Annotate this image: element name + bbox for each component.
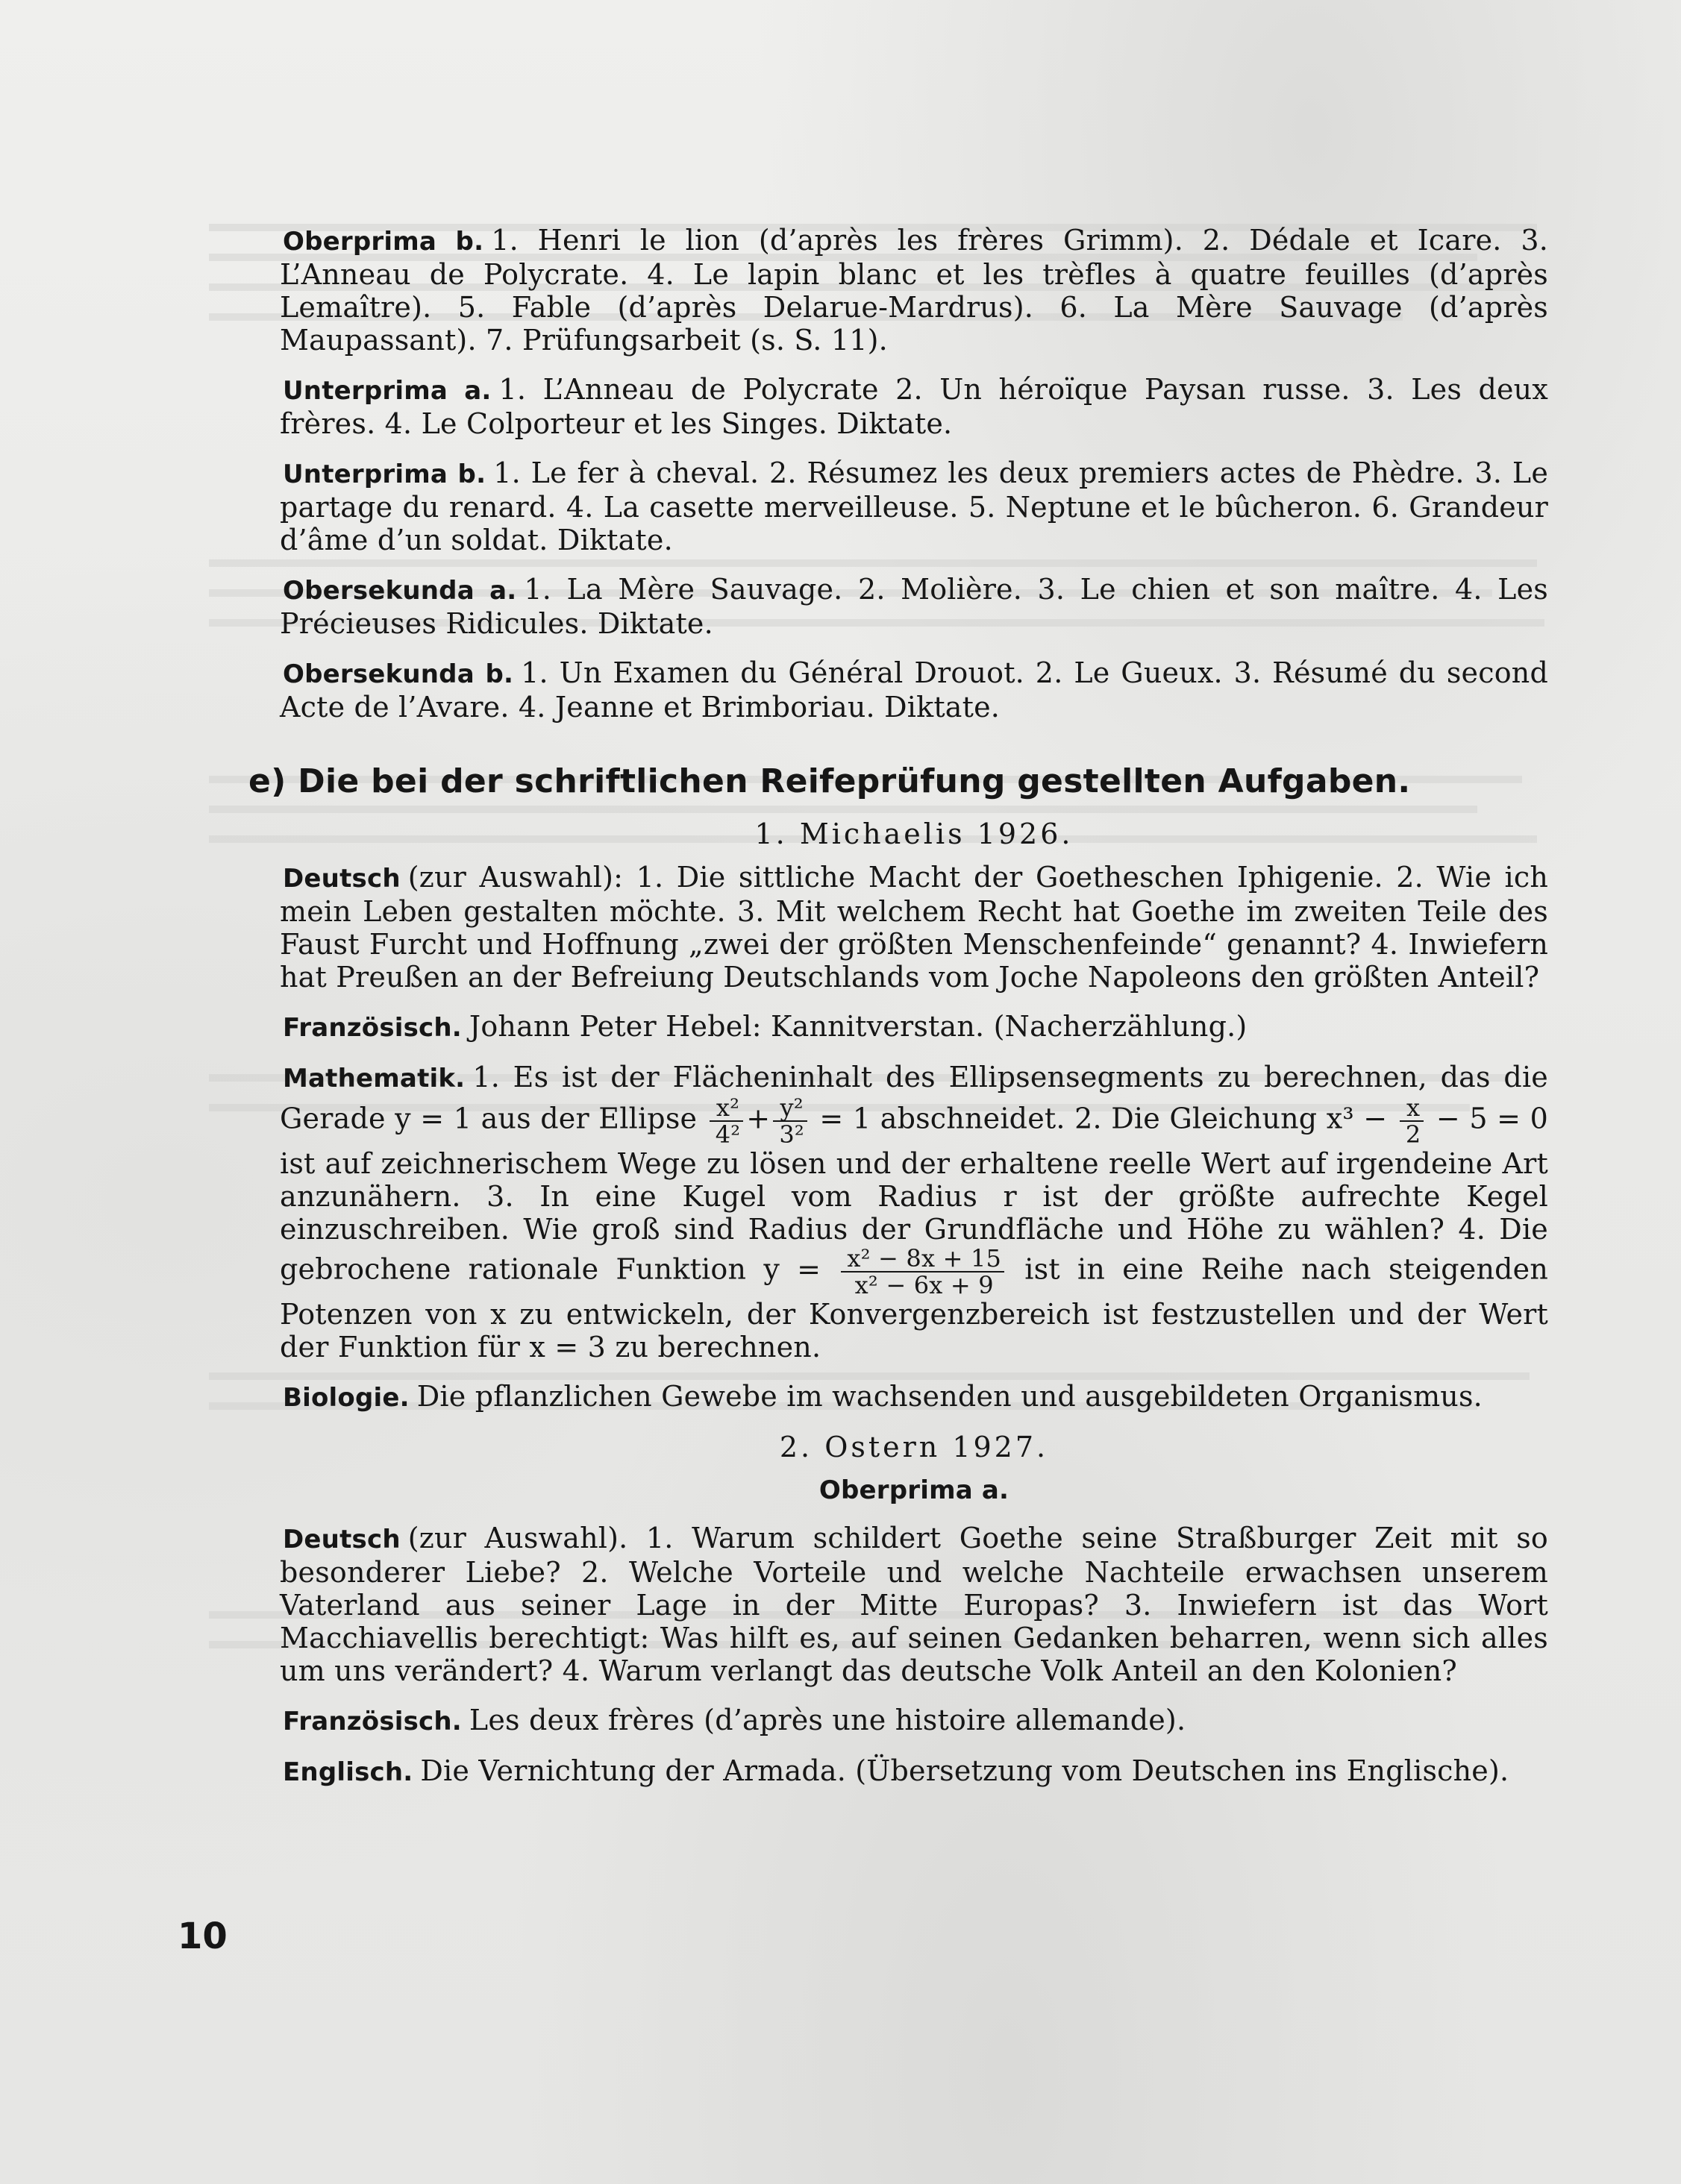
math-text-part1: 1. Es ist der Flächeninhalt des Ellipsensegments zu berechnen, das die Gerade y = 1 aus der Ellipse [280,1061,1548,1135]
obersekunda-a-label: Obersekunda a. [283,576,517,606]
ellipse-y-denominator: 3² [779,1120,804,1149]
term2-title: 2. Ostern 1927. [779,1431,1049,1463]
oberprima-b-paragraph [280,224,1548,357]
function-denominator: x² − 6x + 9 [854,1271,994,1299]
plus-sign: + [746,1102,771,1135]
unterprima-b-label: Unterprima b. [283,459,486,489]
term1-franzoesisch-paragraph [280,1010,1548,1044]
math-text-part3: − 5 = 0 ist auf zeichnerischem Wege zu lösen und der erhaltene reelle Wert auf irgendeine Art anzunähern. 3. In eine Kugel vom Radius r ist der größte aufrechte Kegel einzuschreiben. Wie groß sind Radius der Grundfläche und Höhe zu wählen? 4. Die gebrochene rationale Funktion y = [280,1102,1549,1286]
obersekunda-a-paragraph [280,573,1548,640]
obersekunda-b-paragraph [280,656,1548,724]
section-heading: e) Die bei der schriftlichen Reifeprüfung gestellten Aufgaben. [248,762,1411,800]
unterprima-a-label: Unterprima a. [283,376,492,406]
term1-mathematik-label: Mathematik. [283,1064,466,1093]
function-numerator: x² − 8x + 15 [841,1246,1004,1273]
unterprima-a-text: 1. L’Anneau de Polycrate 2. Un héroïque Paysan russe. 3. Les deux frères. 4. Le Colporteur et les Singes. Diktate. [280,373,1548,440]
unterprima-b-paragraph [280,456,1548,556]
ellipse-x-denominator: 4² [715,1120,741,1149]
ellipse-fraction-x [710,1095,744,1147]
oberprima-b-label: Oberprima b. [283,227,484,257]
obersekunda-a-text: 1. La Mère Sauvage. 2. Molière. 3. Le chien et son maître. 4. Les Précieuses Ridicules. Diktate. [280,573,1548,640]
equation-fraction [1400,1095,1424,1147]
term1-deutsch-text: (zur Auswahl): 1. Die sittliche Macht der Goetheschen Iphigenie. 2. Wie ich mein Leben gestalten möchte. 3. Mit welchem Recht hat Goethe im zweiten Teile des Faust Furcht und Hoffnung „zwei der größten Menschenfeinde“ genannt? 4. Inwiefern hat Preußen an der Befreiung Deutschlands vom Joche Napoleons den größten Anteil? [280,861,1548,994]
term1-biologie-label: Biologie. [283,1383,410,1413]
term2-class: Oberprima a. [818,1475,1009,1505]
equation-denominator: 2 [1405,1120,1421,1149]
term1-deutsch-paragraph [280,861,1548,994]
term2-franzoesisch-text: Les deux frères (d’après une histoire allemande). [469,1704,1186,1736]
term1-franzoesisch-label: Französisch. [283,1013,462,1043]
term1-title: 1. Michaelis 1926. [754,818,1074,850]
page-number: 10 [178,1915,228,1957]
obersekunda-b-text: 1. Un Examen du Général Drouot. 2. Le Gueux. 3. Résumé du second Acte de l’Avare. 4. Jeanne et Brimboriau. Diktate. [280,656,1548,724]
term2-englisch-paragraph [280,1754,1548,1789]
term2-deutsch-paragraph [280,1522,1548,1687]
term1-mathematik-paragraph [280,1061,1548,1364]
unterprima-a-paragraph [280,373,1548,440]
term1-biologie-paragraph [280,1380,1548,1414]
ellipse-fraction-y [773,1095,807,1147]
ellipse-x-numerator: x² [710,1095,744,1122]
term2-franzoesisch-label: Französisch. [283,1707,462,1736]
function-fraction [841,1246,1004,1298]
term2-deutsch-text: (zur Auswahl). 1. Warum schildert Goethe seine Straßburger Zeit mit so besonderer Liebe? 2. Welche Vorteile und welche Nachteile erwachsen unserem Vaterland aus seiner Lage in der Mitte Europas? 3. Inwiefern ist das Wort Macchiavellis berechtigt: Was hilft es, auf seinen Gedanken beharren, wenn sich alles um uns verändert? 4. Warum verlangt das deutsche Volk Anteil an den Kolonien? [280,1522,1548,1687]
ellipse-y-numerator: y² [773,1095,807,1122]
term2-englisch-label: Englisch. [283,1757,413,1787]
term1-biologie-text: Die pflanzlichen Gewebe im wachsenden und ausgebildeten Organismus. [416,1380,1483,1413]
term1-deutsch-label: Deutsch [283,864,401,894]
obersekunda-b-label: Obersekunda b. [283,659,514,689]
term1-franzoesisch-text: Johann Peter Hebel: Kannitverstan. (Nacherzählung.) [469,1010,1248,1043]
equation-numerator: x [1400,1095,1424,1122]
page-content [248,224,1549,1805]
math-text-part4: ist in eine Reihe nach steigenden Potenzen von x zu entwickeln, der Konvergenzbereich ist festzustellen und der Wert der Funktion für x = 3 zu berechnen. [280,1252,1549,1364]
term2-englisch-text: Die Vernichtung der Armada. (Übersetzung vom Deutschen ins Englische). [420,1754,1509,1787]
oberprima-b-text: 1. Henri le lion (d’après les frères Grimm). 2. Dédale et Icare. 3. L’Anneau de Polycrate. 4. Le lapin blanc et les trèfles à quatre feuilles (d’après Lemaître). 5. Fable (d’après Delarue-Mardrus). 6. La Mère Sauvage (d’après Maupassant). 7. Prüfungsarbeit (s. S. 11). [280,224,1548,357]
term2-franzoesisch-paragraph [280,1704,1548,1738]
term2-deutsch-label: Deutsch [283,1525,401,1554]
math-text-part2: = 1 abschneidet. 2. Die Gleichung x³ − [819,1102,1388,1135]
unterprima-b-text: 1. Le fer à cheval. 2. Résumez les deux premiers actes de Phèdre. 3. Le partage du renard. 4. La casette merveilleuse. 5. Neptune et le bûcheron. 6. Grandeur d’âme d’un soldat. Diktate. [280,456,1549,556]
